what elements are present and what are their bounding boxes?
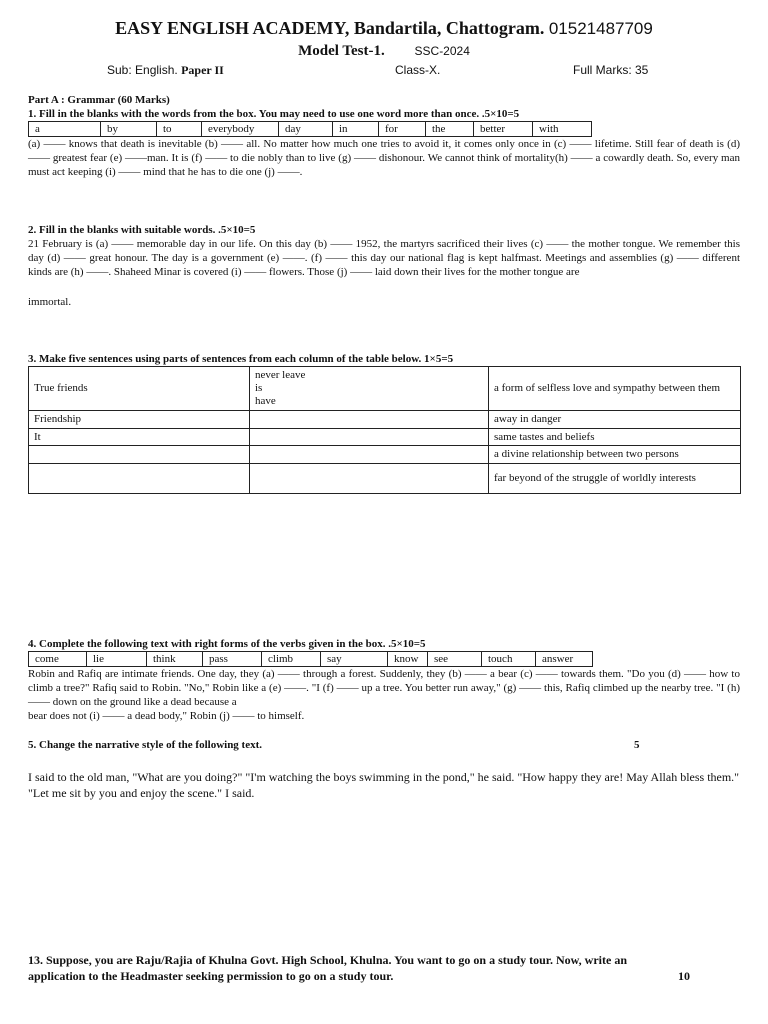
word-cell: a <box>29 122 101 137</box>
class-label: Class-X. <box>395 63 441 77</box>
q4-passage-end: bear does not (i) —— a dead body," Robin (j) —— to himself. <box>28 710 305 722</box>
q2-heading: 2. Fill in the blanks with suitable words. .5×10=5 <box>28 224 256 236</box>
word-cell: pass <box>203 652 262 667</box>
subject-paper: Paper II <box>181 63 224 77</box>
word-cell: see <box>428 652 482 667</box>
table-cell <box>250 446 489 464</box>
q13-line-2: application to the Headmaster seeking permission to go on a study tour. <box>28 969 394 983</box>
academy-name: EASY ENGLISH ACADEMY, Bandartila, Chattogram. <box>115 18 545 38</box>
table-row <box>29 464 741 494</box>
word-cell: know <box>388 652 428 667</box>
q13-marks: 10 <box>678 969 690 983</box>
word-cell: in <box>333 122 379 137</box>
q1-word-row <box>29 122 592 137</box>
academy-phone: 01521487709 <box>548 19 653 38</box>
table-cell: a form of selfless love and sympathy between them <box>489 367 741 411</box>
part-heading: Part A : Grammar (60 Marks) <box>28 94 170 106</box>
table-row <box>29 446 741 464</box>
q4-heading: 4. Complete the following text with right forms of the verbs given in the box. .5×10=5 <box>28 638 426 650</box>
table-cell <box>250 429 489 446</box>
table-cell <box>29 446 250 464</box>
word-cell: the <box>426 122 474 137</box>
table-row <box>29 411 741 429</box>
table-row <box>29 367 741 411</box>
word-cell: come <box>29 652 87 667</box>
q1-heading: 1. Fill in the blanks with the words from the box. You may need to use one word more than once. .5×10=5 <box>28 108 520 120</box>
q4-verb-box <box>28 651 593 667</box>
word-cell: say <box>321 652 388 667</box>
word-cell: everybody <box>202 122 279 137</box>
word-cell: climb <box>262 652 321 667</box>
table-cell: same tastes and beliefs <box>489 429 741 446</box>
academy-title <box>0 17 768 40</box>
q2-passage: 21 February is (a) —— memorable day in our life. On this day (b) —— 1952, the martyrs sacrificed their lives (c) —— the mother tongue. We remember this day (d) —— great honour. The day is a government (e) ——. (f) —— this day our national flag is kept halfmast. Meetings and assemblies (g) —— different kinds are (h) ——. Shaheed Minar is covered (i) —— flowers. Those (j) —— laid down their lives for the mother tongue are <box>28 238 740 278</box>
table-cell: Friendship <box>29 411 250 429</box>
exam-label: SSC-2024 <box>414 44 470 58</box>
word-cell: better <box>474 122 533 137</box>
q5-passage: I said to the old man, "What are you doing?" "I'm watching the boys swimming in the pond," he said. "How happy they are! May Allah bless them." "Let me sit by you and enjoy the scene." I said. <box>28 770 740 800</box>
test-title <box>0 41 768 61</box>
word-cell: to <box>157 122 202 137</box>
word-cell: for <box>379 122 426 137</box>
word-cell: think <box>147 652 203 667</box>
table-cell: far beyond of the struggle of worldly interests <box>489 464 741 494</box>
full-marks: Full Marks: 35 <box>573 63 649 77</box>
table-cell <box>250 464 489 494</box>
word-cell: by <box>101 122 157 137</box>
word-cell: touch <box>482 652 536 667</box>
word-cell: day <box>279 122 333 137</box>
word-cell: answer <box>536 652 593 667</box>
subject-line <box>107 62 224 78</box>
table-cell <box>250 411 489 429</box>
model-test-label: Model Test-1. <box>298 43 385 59</box>
q5-marks: 5 <box>634 739 640 751</box>
q1-passage: (a) —— knows that death is inevitable (b) —— all. No matter how much one tries to avoid it, it comes only once in (c) —— lifetime. Still fear of death is (d) —— greatest fear (e) ——man. It is (f) —— to die nobly than to live (g) —— dishonour. We cannot think of mortality(h) —— a cowardly death. So, every man must act keeping (i) —— mind that he has to die one (j) ——. <box>28 138 740 178</box>
table-cell <box>29 464 250 494</box>
table-cell: never leave is have <box>250 367 489 411</box>
word-cell: with <box>533 122 592 137</box>
table-cell: True friends <box>29 367 250 411</box>
table-cell: It <box>29 429 250 446</box>
q4-passage: Robin and Rafiq are intimate friends. One day, they (a) —— through a forest. Suddenly, they (b) —— a bear (c) —— towards them. "Do you (d) —— how to climb a tree?" Rafiq said to Robin. "No," Robin like a (e) ——. "I (f) —— up a tree. You better run away," (g) —— this, Rafiq climbed up the nearby tree. "I (h) —— down on the ground like a dead because a <box>28 668 740 708</box>
q2-passage-end: immortal. <box>28 296 72 308</box>
subject-prefix: Sub: English. <box>107 63 178 77</box>
table-cell: a divine relationship between two persons <box>489 446 741 464</box>
q1-word-box <box>28 121 592 137</box>
q3-heading: 3. Make five sentences using parts of sentences from each column of the table below. 1×5=5 <box>28 353 454 365</box>
table-cell: away in danger <box>489 411 741 429</box>
q3-sentence-table <box>28 366 741 494</box>
table-row <box>29 429 741 446</box>
q13-line-1: 13. Suppose, you are Raju/Rajia of Khulna Govt. High School, Khulna. You want to go on a study tour. Now, write an <box>28 953 627 967</box>
q5-heading: 5. Change the narrative style of the following text. <box>28 739 263 751</box>
q4-verb-row <box>29 652 593 667</box>
word-cell: lie <box>87 652 147 667</box>
